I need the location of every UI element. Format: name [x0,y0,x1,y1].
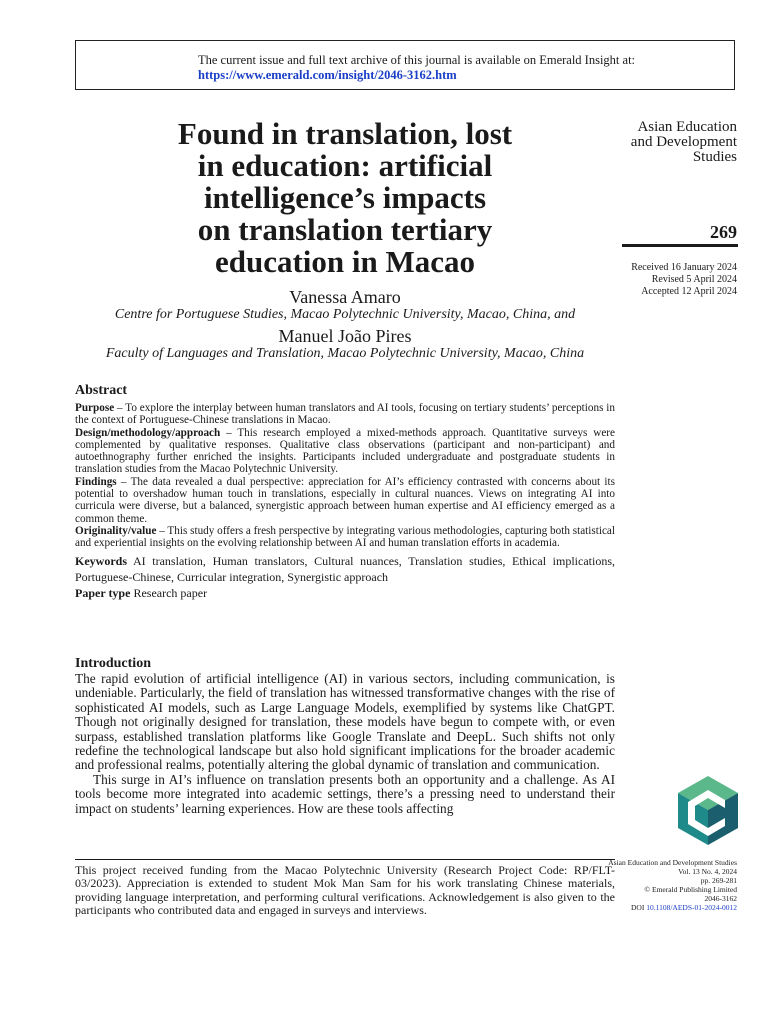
abstract-originality: Originality/value – This study offers a fresh perspective by integrating various methodologies, capturing both statistical and experiential insights on the evolving relationship between AI and human translation efforts in academia. [75,524,615,550]
author-name: Manuel João Pires [278,326,412,346]
emerald-publishing-logo-icon [678,776,738,845]
abstract-findings: Findings – The data revealed a dual perspective: appreciation for AI’s efficiency contrasted with concerns about its potential to overshadow human touch in translations, especially in cultural nuances. Views on integrating AI into curricula were diverse, but a balanced, synergistic approach between human expertise and AI efficiency emerged as a common theme. [75,475,615,525]
abstract-purpose: Purpose – To explore the interplay between human translators and AI tools, focusing on tertiary students’ perceptions in the context of Portuguese-Chinese translations in Macao. [75,402,615,427]
footnote-divider [75,859,615,860]
author-affiliation: Faculty of Languages and Translation, Macao Polytechnic University, Macao, China [105,346,585,361]
journal-url-link[interactable]: https://www.emerald.com/insight/2046-3162.htm [198,68,457,82]
introduction-body [75,672,615,816]
abstract-design: Design/methodology/approach – This research employed a mixed-methods approach. Quantitative surveys were complemented by qualitative responses. Qualitative class observations (participant and non-participant) and autoethnography further enriched the insights. Participants included undergraduate and postgraduate students in translation studies from the Macao Polytechnic University. [75,426,615,476]
article-title: Found in translation, lost in education: artificial intelligence’s impacts on translation tertiary education in Macao [177,116,513,279]
body-paragraph: This surge in AI’s influence on translation presents both an opportunity and a challenge. As AI tools become more integrated into academic settings, there’s a pressing need to understand their impact on students’ learning experiences. How are these tools affecting [75,771,615,816]
abstract-heading: Abstract [75,383,128,398]
page-number-rule [622,244,738,247]
archive-notice-text: The current issue and full text archive of this journal is available on Emerald Insight at: [198,53,636,67]
journal-name: Asian Education and Development Studies [630,119,737,165]
funding-footnote: This project received funding from the Macao Polytechnic University (Research Project Code: RP/FLT-03/2023). Appreciation is extended to student Mok Man Sam for his work translating Chinese materials, providing language interpretation, and performing cultural verifications. Acknowledgement is also given to the participants who contributed data and engaged in surveys and interviews. [75,863,615,917]
author-name: Vanessa Amaro [289,287,401,307]
doi-link[interactable]: 10.1108/AEDS-01-2024-0012 [646,903,737,912]
publication-info: Asian Education and Development Studies Vol. 13 No. 4, 2024 pp. 269-281 © Emerald Publishing Limited 2046-3162 DOI 10.1108/AEDS-01-2024-0012 [608,858,737,912]
article-dates: Received 16 January 2024 Revised 5 April 2024 Accepted 12 April 2024 [631,262,737,297]
body-paragraph: The rapid evolution of artificial intelligence (AI) in various sectors, including communication, is undeniable. Particularly, the field of translation has witnessed transformative changes with the rise of sophisticated AI models, such as Large Language Models, exemplified by systems like ChatGPT. Though not originally designed for translation, these models have begun to compete with, or even surpass, established translation platforms like Google Translate and DeepL. Such shifts not only redefine the technological landscape but also hold significant implications for the broader academic and professional realms, potentially altering the global dynamic of translation and communication. [75,671,615,773]
keywords: Keywords AI translation, Human translators, Cultural nuances, Translation studies, Ethical implications, Portuguese-Chinese, Curricular integration, Synergistic approach [75,553,615,584]
page-number: 269 [710,222,737,242]
paper-type: Paper type Research paper [75,585,208,600]
author-affiliation: Centre for Portuguese Studies, Macao Polytechnic University, Macao, China, and [114,307,576,322]
abstract-body [75,402,615,599]
introduction-heading: Introduction [75,656,151,671]
